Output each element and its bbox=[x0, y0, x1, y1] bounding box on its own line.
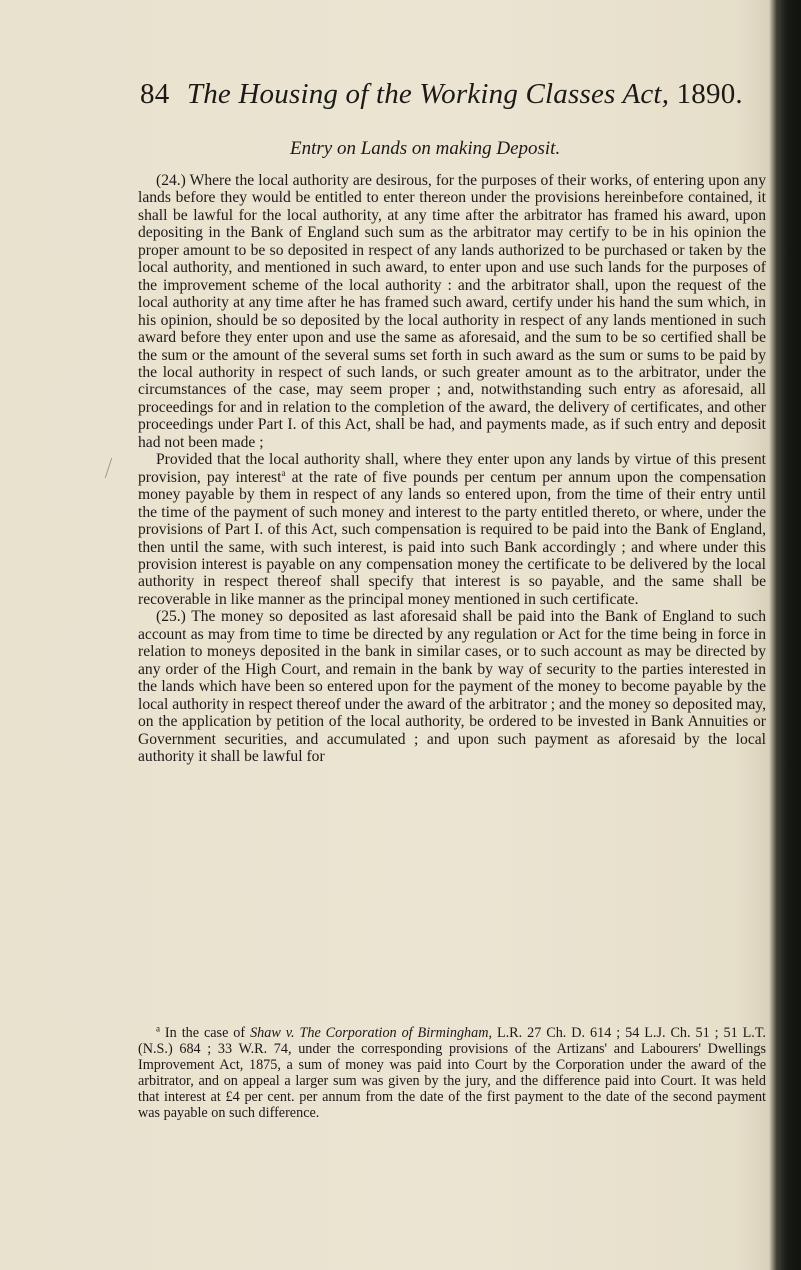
running-title: The Housing of the Working Classes Act, bbox=[186, 78, 670, 110]
margin-pencil-mark bbox=[105, 458, 120, 478]
proviso-text-start: Provided that the local authority shall, where they enter upon any lands by virtue of this present provision, pay interest bbox=[138, 451, 766, 486]
running-header bbox=[140, 78, 760, 114]
running-year: 1890. bbox=[676, 78, 743, 110]
footnote-text-pre: In the case of bbox=[160, 1025, 251, 1041]
paragraph-proviso bbox=[138, 451, 766, 608]
proviso-text-end: at the rate of five pounds per centum per annum upon the compensation money payable by them in respect of any lands so entered upon, from the time of their entry until the time of the payment of such money and interest to the party entitled thereto, or where, under the provisions of Part I. of this Act, such compensation is required to be paid into the Bank of England, then until the same, with such interest, is paid into such Bank accordingly ; and where under this provision interest is payable on any compensation money the certificate to be delivered by the local authority in respect thereof shall specify that interest is so payable, and the same shall be recoverable in like manner as the principal money mentioned in such certificate. bbox=[138, 468, 766, 608]
page-edge-shadow bbox=[779, 0, 801, 1270]
page-number: 84 bbox=[140, 78, 170, 110]
footnote-marker: a bbox=[156, 1023, 160, 1034]
footnote-reference: a bbox=[281, 467, 286, 478]
paragraph-25: (25.) The money so deposited as last aforesaid shall be paid into the Bank of England to such account as may from time to time be directed by any regulation or Act for the time being in force in relation to moneys deposited in the bank in similar cases, or to such account as may be directed by any order of the High Court, and remain in the bank by way of security to the parties interested in the lands which have been so entered upon for the payment of the money to become payable by the local authority in respect thereof under the award of the arbitrator ; and the money so deposited may, on the application by petition of the local authority, be ordered to be invested in Bank Annuities or Government securities, and accumulated ; and upon such payment as aforesaid by the local authority it shall be lawful for bbox=[138, 608, 766, 765]
paragraph-24: (24.) Where the local authority are desirous, for the purposes of their works, of entering upon any lands before they would be entitled to enter thereon under the provisions hereinbefore contained, it shall be lawful for the local authority, at any time after the arbitrator has framed his award, upon depositing in the Bank of England such sum as the arbitrator may certify to be in his opinion the proper amount to be so deposited in respect of any lands authorized to be purchased or taken by the local authority, and mentioned in such award, to enter upon and use such lands for the purposes of the improvement scheme of the local authority : and the arbitrator shall, upon the request of the local authority at any time after he has framed such award, certify under his hand the sum which, in his opinion, should be so deposited by the local authority in respect of any lands mentioned in such award before they enter upon and use the same as aforesaid, and the sum to be so certified shall be the sum or the amount of the several sums set forth in such award as the sum or sums to be paid by the local authority in respect of such lands, or such greater amount as to the arbitrator, under the circumstances of the case, may seem proper ; and, notwithstanding such entry as aforesaid, all proceedings for and in relation to the completion of the award, the delivery of certificates, and other proceedings under Part I. of this Act, shall be had, and payments made, as if such entry and deposit had not been made ; bbox=[138, 172, 766, 451]
body-text bbox=[138, 172, 766, 765]
footnote bbox=[138, 1025, 766, 1122]
section-heading: Entry on Lands on making Deposit. bbox=[290, 138, 561, 159]
footnote-paragraph bbox=[138, 1025, 766, 1122]
footnote-case-name: Shaw v. The Corporation of Birmingham, bbox=[250, 1025, 493, 1041]
footnote-text-post: L.R. 27 Ch. D. 614 ; 54 L.J. Ch. 51 ; 51 L.T. (N.S.) 684 ; 33 W.R. 74, under the corresponding provisions of the Artizans' and Labourers' Dwellings Improvement Act, 1875, a sum of money was paid into Court by the Corporation under the award of the arbitrator, and on appeal a larger sum was given by the jury, and the difference paid into Court. It was held that interest at £4 per cent. per annum from the date of the first payment to the date of the second payment was payable on such difference. bbox=[138, 1025, 766, 1122]
